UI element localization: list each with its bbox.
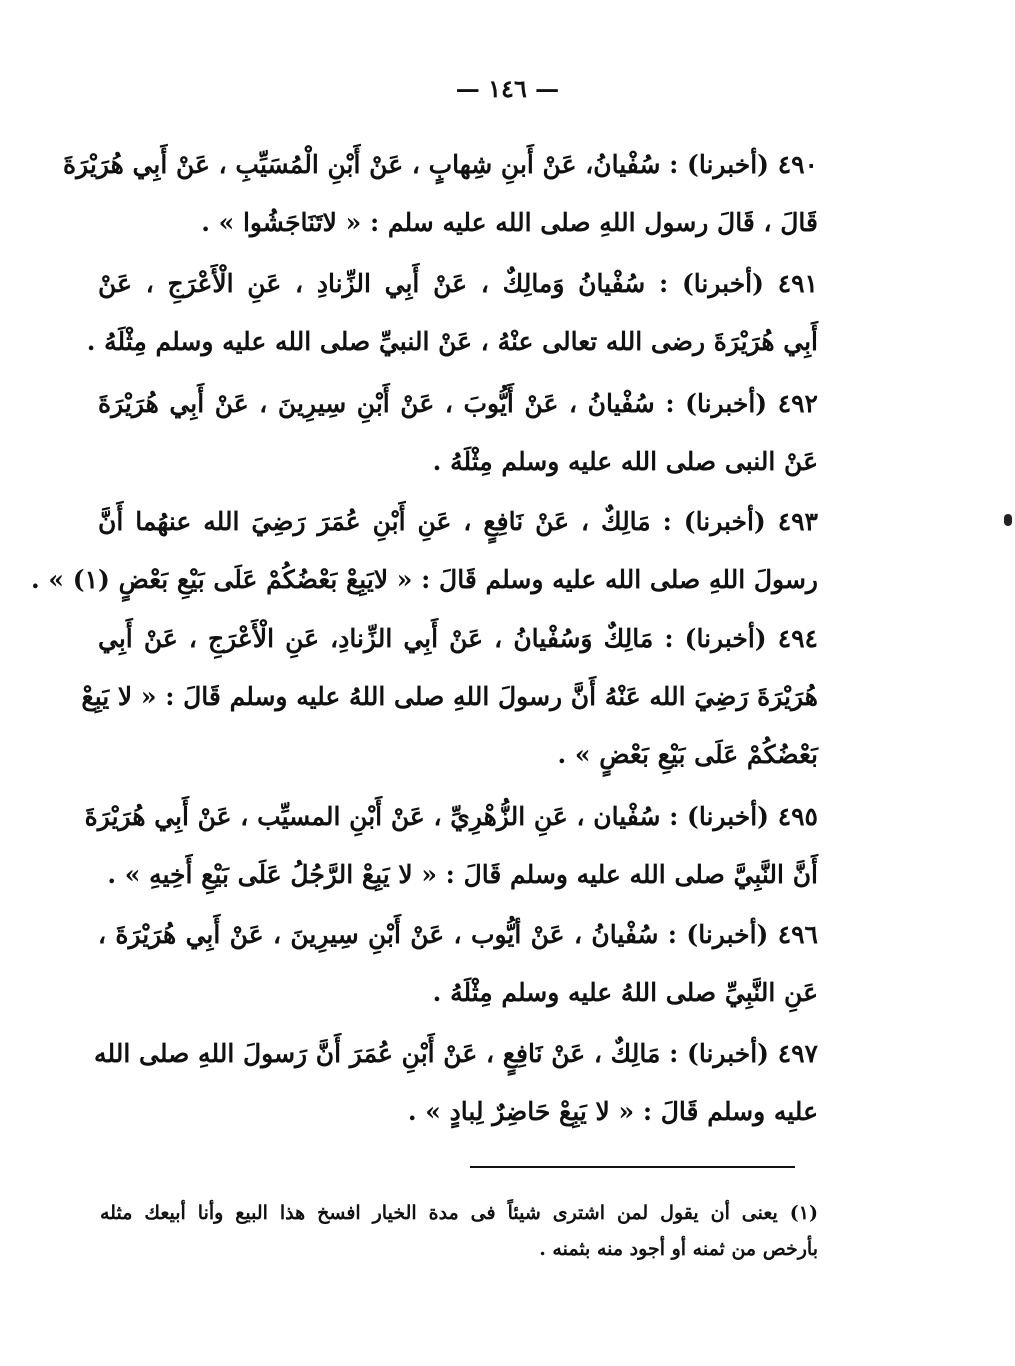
hadith-493 bbox=[31, 493, 818, 609]
hadith-line: ٤٩١ (أخبرنا) : سُفْيانُ وَمالِكٌ ، عَنْ أَبِي الزِّنادِ ، عَنِ الْأَعْرَجِ ، عَنْ bbox=[98, 269, 818, 298]
hadith-line: عَنْ النبى صلى الله عليه وسلم مِثْلَهُ . bbox=[432, 447, 818, 476]
hadith-496 bbox=[98, 906, 818, 1022]
scan-edge-mark bbox=[1004, 514, 1012, 526]
hadith-495 bbox=[84, 788, 818, 904]
hadith-line: ٤٩٠ (أخبرنا) : سُفْيانُ، عَنْ أَبنِ شِهابٍ ، عَنْ أَبْنِ الْمُسَيِّبِ ، عَنْ أَبِي هُرَيْرَةَ bbox=[63, 150, 818, 179]
hadith-line: ٤٩٢ (أخبرنا) : سُفْيانُ ، عَنْ أَيُّوبَ ، عَنْ أَبْنِ سِيرِينَ ، عَنْ أَبِي هُرَيْرَةَ bbox=[98, 389, 818, 418]
hadith-line: ٤٩٣ (أخبرنا) : مَالِكٌ ، عَنْ نَافِعٍ ، عَنِ أَبْنِ عُمَرَ رَضِيَ الله عنهُما أَنَّ bbox=[98, 507, 818, 536]
hadith-line: عليه وسلم قَالَ : « لا يَبِعْ حَاضِرٌ لِبادٍ » . bbox=[407, 1097, 818, 1126]
hadith-line: هُرَيْرَةَ رَضِيَ الله عَنْهُ أَنَّ رسولَ اللهِ صلى اللهُ عليه وسلم قَالَ : « لا يَبِعْ bbox=[81, 682, 818, 711]
hadith-line: أَنَّ النَّبِيَّ صلى الله عليه وسلم قَالَ : « لا يَبِعْ الرَّجُلُ عَلَى بَيْعِ أَخِيهِ » . bbox=[107, 860, 818, 889]
hadith-line: ٤٩٧ (أخبرنا) : مَالِكٌ ، عَنْ نَافِعٍ ، عَنْ أَبْنِ عُمَرَ أَنَّ رَسولَ اللهِ صلى الله bbox=[94, 1039, 818, 1068]
hadith-line: رسولَ اللهِ صلى الله عليه وسلم قَالَ : « لايَبِعْ بَعْضُكُمْ عَلَى بَيْعِ بَعْضٍ (١) » . bbox=[31, 565, 818, 594]
footnote-line: (١) يعنى أن يقول لمن اشترى شيئاً فى مدة الخيار افسخ هذا البيع وأنا أبيعك مثله bbox=[100, 1202, 818, 1224]
hadith-line: أَبِي هُرَيْرَةَ رضى الله تعالى عنْهُ ، عَنْ النبيِّ صلى الله عليه وسلم مِثْلَهُ . bbox=[86, 327, 818, 356]
hadith-line: ٤٩٦ (أخبرنا) : سُفْيانُ ، عَنْ أيُّوب ، عَنْ أَبْنِ سِيرِينَ ، عَنْ أَبِي هُرَيْرَةَ ، bbox=[98, 920, 818, 949]
hadith-line: قَالَ ، قَالَ رسول اللهِ صلى الله عليه سلم : « لاتَنَاجَشُوا » . bbox=[201, 208, 818, 237]
hadith-497 bbox=[94, 1025, 818, 1141]
hadith-line: عَنِ النَّبِيِّ صلى اللهُ عليه وسلم مِثْلَهُ . bbox=[432, 978, 818, 1007]
footnote-separator bbox=[470, 1166, 795, 1168]
hadith-494 bbox=[81, 610, 818, 784]
page-number: — ١٤٦ — bbox=[455, 74, 560, 103]
footnote bbox=[100, 1195, 818, 1267]
hadith-490 bbox=[63, 136, 818, 252]
footnote-line: بأرخص من ثمنه أو أجود منه بثمنه . bbox=[539, 1238, 818, 1260]
hadith-491 bbox=[86, 255, 818, 371]
hadith-line: ٤٩٥ (أخبرنا) : سُفْيان ، عَنِ الزُّهْرِيِّ ، عَنْ أَبْنِ المسيِّب ، عَنْ أَبِي هُرَيْرَةَ bbox=[84, 802, 818, 831]
hadith-line: ٤٩٤ (أخبرنا) : مَالِكٌ وَسُفْيانُ ، عَنْ أَبِي الزِّنادِ، عَنِ الْأَعْرَجِ ، عَنْ أَبِي bbox=[98, 624, 818, 653]
hadith-line: بَعْضُكُمْ عَلَى بَيْعِ بَعْضٍ » . bbox=[557, 740, 818, 769]
hadith-492 bbox=[98, 375, 818, 491]
